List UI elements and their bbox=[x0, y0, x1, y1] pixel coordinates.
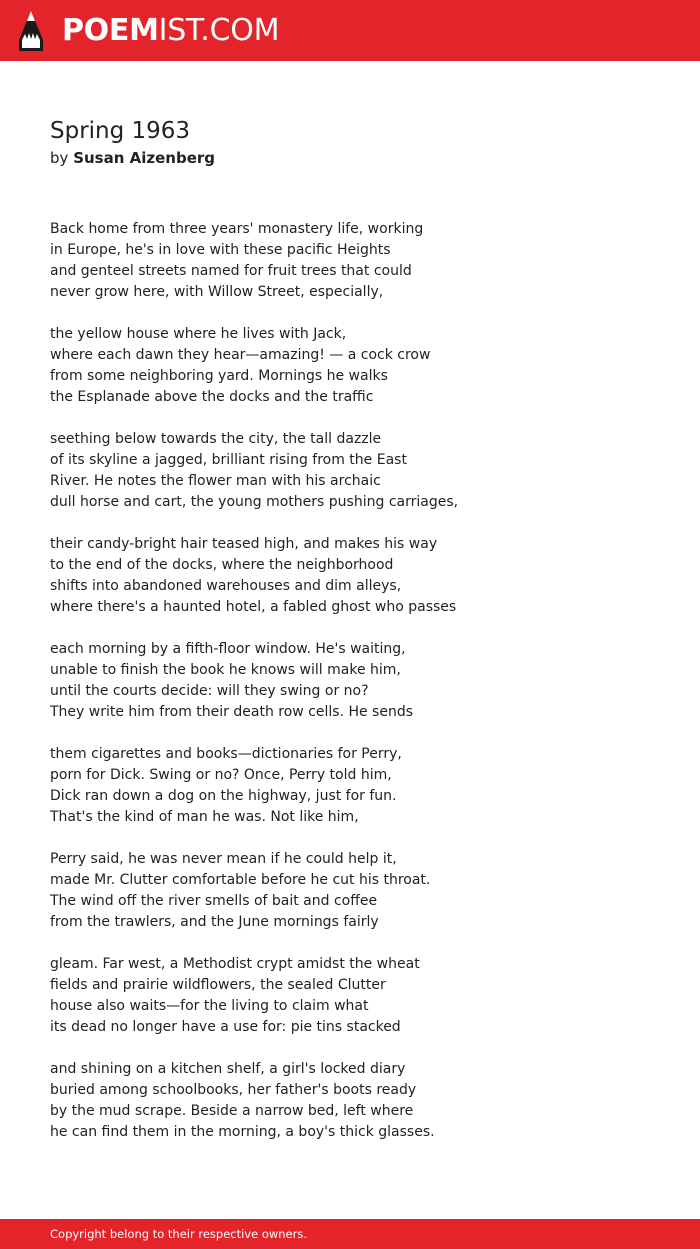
site-footer bbox=[0, 1219, 700, 1249]
poem-line: until the courts decide: will they swing or no? bbox=[50, 683, 369, 699]
poem-line: gleam. Far west, a Methodist crypt amidst the wheat bbox=[50, 956, 420, 972]
by-label: by bbox=[50, 149, 69, 167]
poem-line: buried among schoolbooks, her father's boots ready bbox=[50, 1082, 417, 1098]
poem-line: where there's a haunted hotel, a fabled ghost who passes bbox=[50, 599, 457, 615]
pencil-tip-icon[interactable] bbox=[18, 10, 44, 52]
poem-line: he can find them in the morning, a boy's thick glasses. bbox=[50, 1124, 435, 1140]
poem-stanza bbox=[50, 1059, 670, 1143]
poem-line: Dick ran down a dog on the highway, just for fun. bbox=[50, 788, 397, 804]
poem-line: porn for Dick. Swing or no? Once, Perry told him, bbox=[50, 767, 392, 783]
poem-author: Susan Aizenberg bbox=[73, 149, 215, 167]
poem-stanza bbox=[50, 849, 670, 933]
poem-line: in Europe, he's in love with these pacific Heights bbox=[50, 242, 391, 258]
poem-line: from some neighboring yard. Mornings he walks bbox=[50, 368, 388, 384]
poem-line: from the trawlers, and the June mornings fairly bbox=[50, 914, 379, 930]
poem-byline bbox=[50, 146, 215, 170]
poem-line: the Esplanade above the docks and the traffic bbox=[50, 389, 374, 405]
poem-heading bbox=[50, 116, 215, 170]
poem-line: of its skyline a jagged, brilliant rising from the East bbox=[50, 452, 407, 468]
poem-line: and shining on a kitchen shelf, a girl's locked diary bbox=[50, 1061, 406, 1077]
poem-line: Perry said, he was never mean if he could help it, bbox=[50, 851, 397, 867]
brand-bold: POEM bbox=[62, 13, 159, 48]
poem-line: and genteel streets named for fruit trees that could bbox=[50, 263, 412, 279]
poem-line: house also waits—for the living to claim what bbox=[50, 998, 369, 1014]
poem-stanza bbox=[50, 534, 670, 618]
poem-line: seething below towards the city, the tall dazzle bbox=[50, 431, 382, 447]
poem-stanza bbox=[50, 954, 670, 1038]
poem-line: The wind off the river smells of bait and coffee bbox=[50, 893, 378, 909]
poem-line: unable to finish the book he knows will make him, bbox=[50, 662, 401, 678]
site-header bbox=[0, 0, 700, 61]
poem-line: never grow here, with Willow Street, especially, bbox=[50, 284, 384, 300]
poem-line: their candy-bright hair teased high, and makes his way bbox=[50, 536, 438, 552]
poem-line: the yellow house where he lives with Jack, bbox=[50, 326, 347, 342]
poem-line: fields and prairie wildflowers, the sealed Clutter bbox=[50, 977, 386, 993]
brand-light: IST.COM bbox=[158, 13, 280, 48]
poem-line: That's the kind of man he was. Not like him, bbox=[50, 809, 359, 825]
poem-stanza bbox=[50, 639, 670, 723]
copyright-text: Copyright belong to their respective owners. bbox=[50, 1227, 308, 1241]
poem-line: Back home from three years' monastery life, working bbox=[50, 221, 424, 237]
poem-line: by the mud scrape. Beside a narrow bed, left where bbox=[50, 1103, 414, 1119]
poem-title: Spring 1963 bbox=[50, 118, 191, 144]
poem-stanza bbox=[50, 744, 670, 828]
poem-stanza bbox=[50, 429, 670, 513]
poem-line: dull horse and cart, the young mothers pushing carriages, bbox=[50, 494, 459, 510]
poem-stanza bbox=[50, 324, 670, 408]
site-logo-text[interactable] bbox=[62, 11, 279, 51]
poem-line: its dead no longer have a use for: pie tins stacked bbox=[50, 1019, 401, 1035]
poem-line: where each dawn they hear—amazing! — a cock crow bbox=[50, 347, 431, 363]
poem-line: them cigarettes and books—dictionaries for Perry, bbox=[50, 746, 402, 762]
poem-line: River. He notes the flower man with his archaic bbox=[50, 473, 381, 489]
poem-stanza bbox=[50, 219, 670, 303]
poem-line: made Mr. Clutter comfortable before he cut his throat. bbox=[50, 872, 431, 888]
poem-line: each morning by a fifth-floor window. He's waiting, bbox=[50, 641, 406, 657]
poem-line: to the end of the docks, where the neighborhood bbox=[50, 557, 394, 573]
poem-line: They write him from their death row cells. He sends bbox=[50, 704, 414, 720]
poem-body bbox=[50, 219, 670, 1164]
poem-line: shifts into abandoned warehouses and dim alleys, bbox=[50, 578, 402, 594]
